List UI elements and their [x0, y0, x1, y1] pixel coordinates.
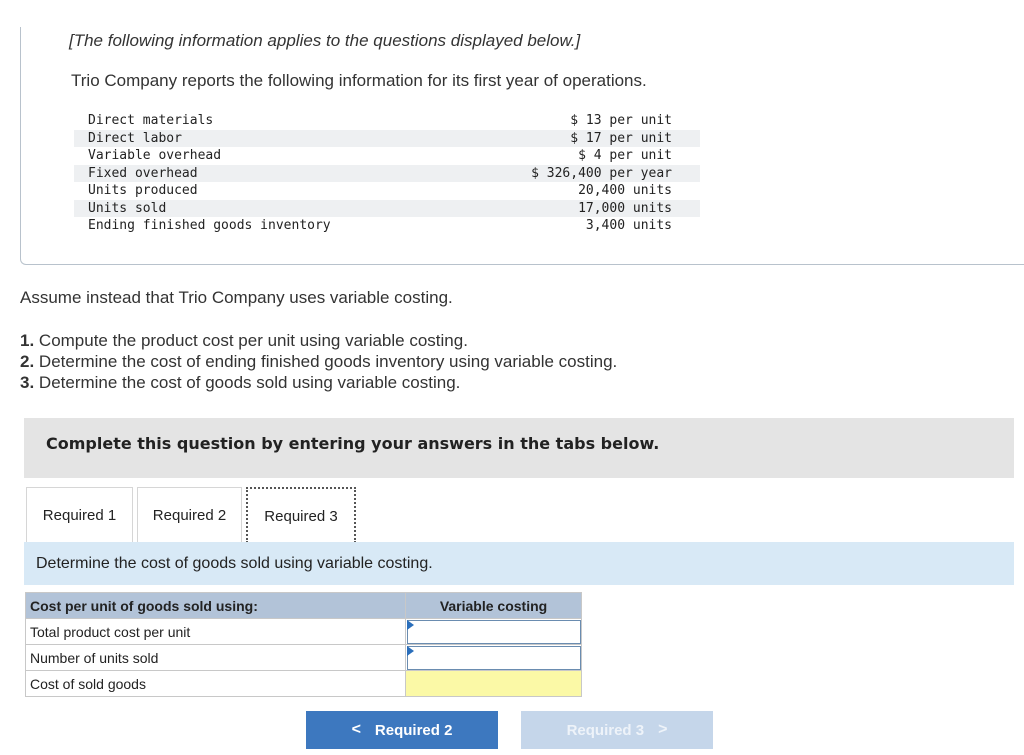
panel-instruction: Determine the cost of goods sold using variable costing. [36, 555, 433, 572]
question-text: Determine the cost of goods sold using variable costing. [34, 373, 461, 392]
units-sold-input[interactable] [407, 646, 581, 670]
info-value: $ 17 per unit [448, 130, 700, 148]
info-row [74, 182, 700, 200]
info-table [74, 112, 700, 235]
table-row [26, 645, 582, 671]
info-label: Ending finished goods inventory [88, 218, 331, 233]
intro-text: Trio Company reports the following information for its first year of operations. [71, 71, 647, 90]
tab-panel [24, 542, 1014, 585]
next-required-button[interactable] [521, 711, 713, 749]
info-row [74, 200, 700, 218]
question-item [20, 330, 617, 351]
tab-required-1[interactable]: Required 1 [26, 487, 133, 543]
info-label: Units produced [88, 183, 198, 198]
question-number: 2. [20, 352, 35, 371]
info-row [74, 165, 700, 183]
input-flag-icon [407, 646, 414, 656]
instruction-text: Complete this question by entering your answers in the tabs below. [46, 434, 660, 453]
answer-cell [406, 619, 582, 645]
answer-header-variable-costing: Variable costing [406, 593, 582, 619]
info-label: Direct materials [88, 113, 214, 128]
tab-required-3[interactable]: Required 3 [246, 487, 356, 543]
answer-table [25, 592, 582, 697]
info-value: 17,000 units [448, 200, 700, 218]
total-product-cost-input[interactable] [407, 620, 581, 644]
info-label: Variable overhead [88, 148, 222, 163]
cost-of-sold-goods-total [406, 671, 582, 697]
info-box [20, 27, 1024, 265]
answer-header-label: Cost per unit of goods sold using: [26, 593, 406, 619]
question-text: Compute the product cost per unit using variable costing. [34, 331, 468, 350]
tab-required-2[interactable]: Required 2 [137, 487, 242, 543]
info-value: $ 4 per unit [578, 148, 672, 163]
row-label-units-sold: Number of units sold [26, 645, 406, 671]
question-item [20, 372, 617, 393]
intro-note: [The following information applies to the questions displayed below.] [69, 31, 581, 50]
question-item [20, 351, 617, 372]
row-label-total-product-cost: Total product cost per unit [26, 619, 406, 645]
prev-required-button[interactable] [306, 711, 498, 749]
table-row [26, 619, 582, 645]
question-number: 1. [20, 331, 35, 350]
prev-button-label: Required 2 [374, 721, 453, 739]
chevron-right-icon: > [658, 721, 668, 738]
info-row [74, 130, 700, 148]
info-label: Direct labor [74, 130, 448, 148]
row-label-cost-of-sold-goods: Cost of sold goods [26, 671, 406, 697]
info-value: $ 326,400 per year [448, 165, 700, 183]
info-value: $ 13 per unit [570, 113, 672, 128]
info-value: 20,400 units [578, 183, 672, 198]
info-label: Fixed overhead [74, 165, 448, 183]
table-row [26, 671, 582, 697]
instruction-banner [24, 418, 1014, 478]
question-text: Determine the cost of ending finished goods inventory using variable costing. [34, 352, 618, 371]
next-button-label: Required 3 [566, 721, 645, 739]
answer-cell [406, 645, 582, 671]
info-row [74, 147, 700, 165]
info-value: 3,400 units [585, 218, 672, 233]
question-number: 3. [20, 373, 35, 392]
info-label: Units sold [74, 200, 448, 218]
info-row [74, 217, 700, 235]
assume-text: Assume instead that Trio Company uses variable costing. [20, 288, 453, 307]
info-row [74, 112, 700, 130]
question-list [20, 330, 617, 393]
input-flag-icon [407, 620, 414, 630]
chevron-left-icon: < [351, 721, 361, 738]
